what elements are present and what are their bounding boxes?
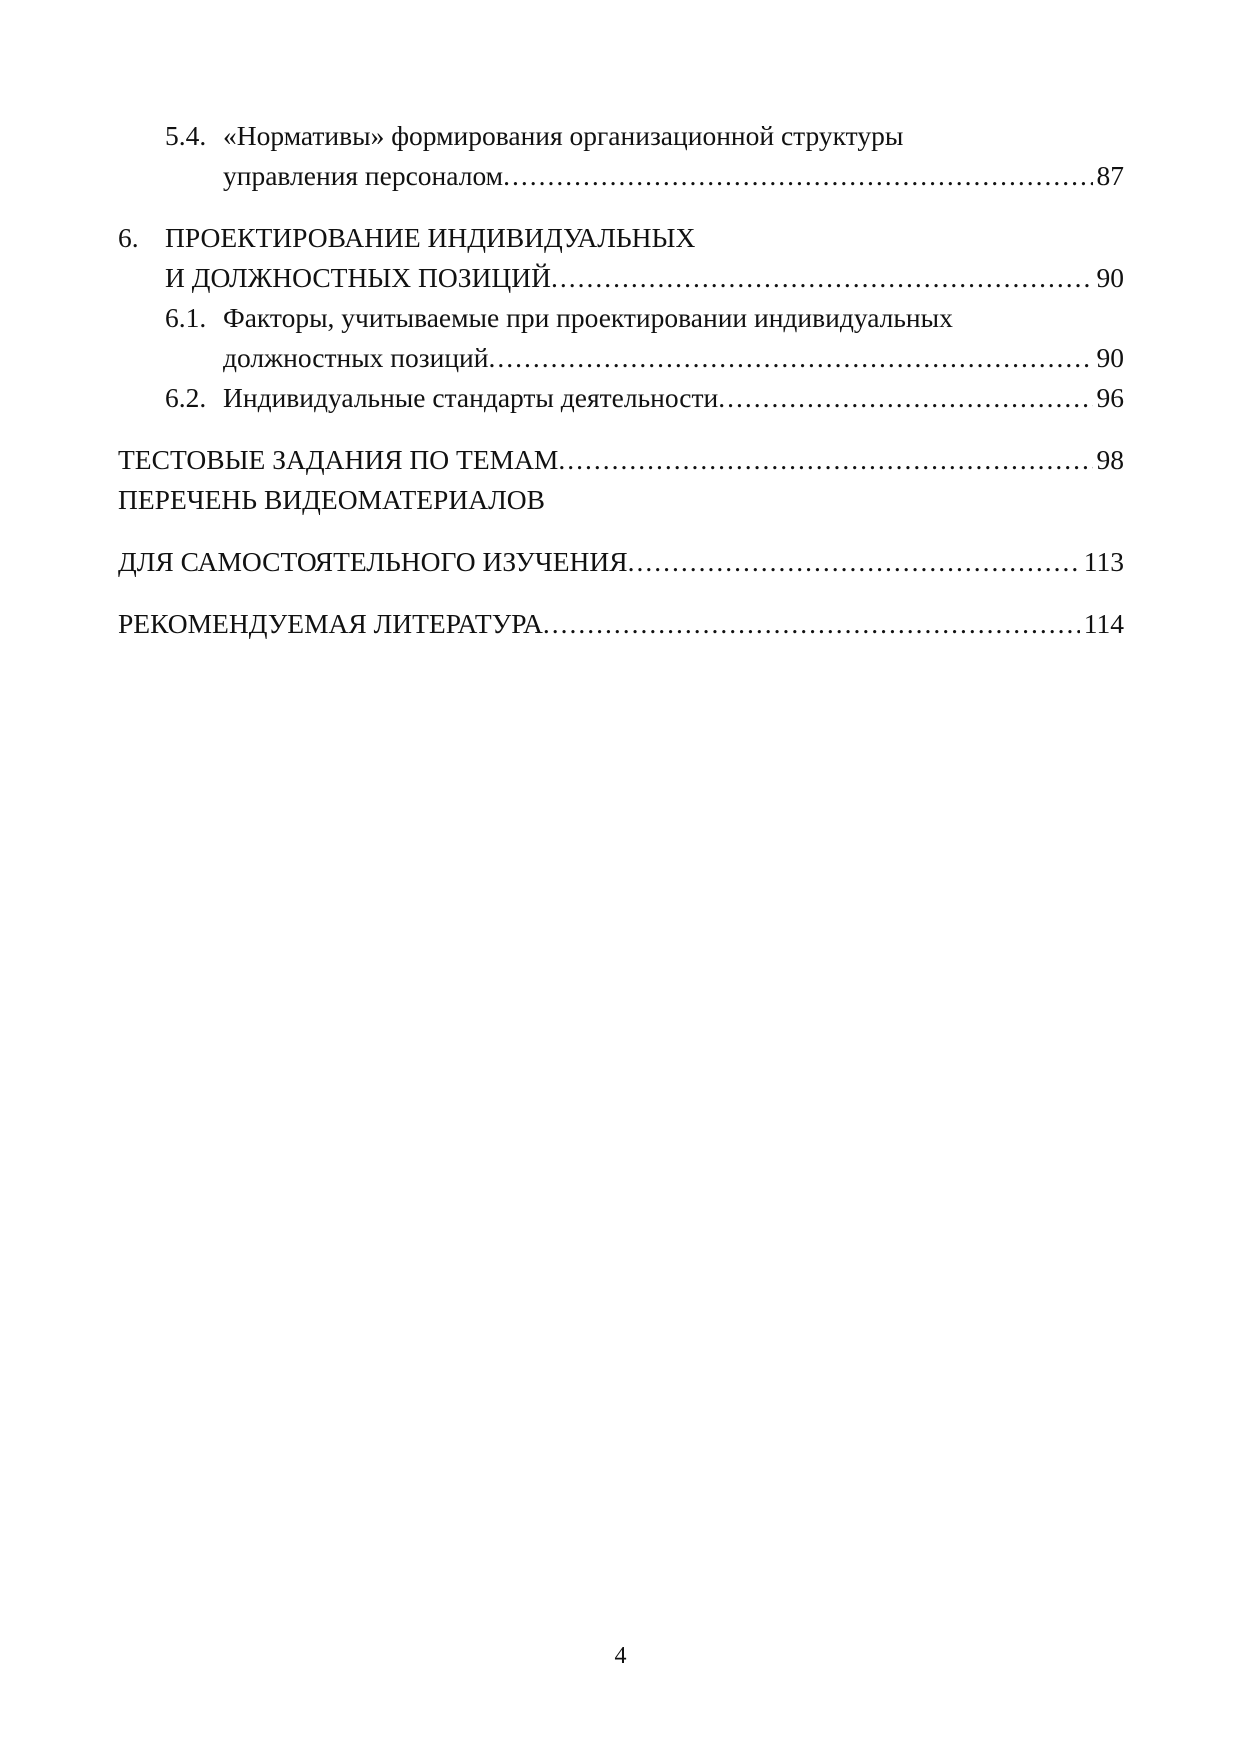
toc-number: 6.1. — [165, 302, 207, 333]
toc-leader — [489, 338, 1093, 378]
toc-page-number: 96 — [1096, 382, 1124, 413]
toc-title-cont: управления персоналом — [223, 160, 504, 191]
toc-entry-video — [118, 480, 1124, 582]
toc-number: 6. — [118, 222, 139, 253]
toc-number: 5.4. — [165, 120, 207, 151]
toc-page-number: 90 — [1096, 342, 1124, 373]
toc-title: РЕКОМЕНДУЕМАЯ ЛИТЕРАТУРА — [118, 608, 543, 639]
toc-title: «Нормативы» формирования организационной структуры — [223, 120, 904, 151]
toc-entry-5-4 — [118, 116, 1124, 196]
toc-title: ТЕСТОВЫЕ ЗАДАНИЯ ПО ТЕМАМ — [118, 444, 559, 475]
toc-leader — [503, 156, 1092, 196]
toc-leader — [628, 542, 1080, 582]
toc-leader — [718, 378, 1092, 418]
toc-leader — [543, 604, 1080, 644]
toc-page-number: 114 — [1083, 608, 1124, 639]
toc-title: ПЕРЕЧЕНЬ ВИДЕОМАТЕРИАЛОВ — [118, 484, 545, 515]
toc-title: Факторы, учитываемые при проектировании индивидуальных — [223, 302, 953, 333]
toc-page-number: 90 — [1096, 262, 1124, 293]
toc-title: ПРОЕКТИРОВАНИЕ ИНДИВИДУАЛЬНЫХ — [165, 222, 696, 253]
table-of-contents — [118, 116, 1124, 644]
toc-title-cont: ДЛЯ САМОСТОЯТЕЛЬНОГО ИЗУЧЕНИЯ — [118, 546, 628, 577]
toc-title-cont: должностных позиций — [223, 342, 489, 373]
toc-number: 6.2. — [165, 382, 207, 413]
toc-entry-6 — [118, 218, 1124, 298]
toc-title-cont: И ДОЛЖНОСТНЫХ ПОЗИЦИЙ — [165, 262, 551, 293]
toc-page-number: 113 — [1083, 546, 1124, 577]
toc-entry-6-2 — [118, 378, 1124, 418]
page-number: 4 — [614, 1643, 627, 1669]
toc-entry-literature — [118, 604, 1124, 644]
toc-leader — [558, 440, 1092, 480]
toc-entry-tests — [118, 440, 1124, 480]
toc-page-number: 87 — [1096, 160, 1124, 191]
toc-page-number: 98 — [1096, 444, 1124, 475]
toc-leader — [551, 258, 1093, 298]
toc-entry-6-1 — [118, 298, 1124, 378]
toc-title: Индивидуальные стандарты деятельности — [223, 382, 719, 413]
